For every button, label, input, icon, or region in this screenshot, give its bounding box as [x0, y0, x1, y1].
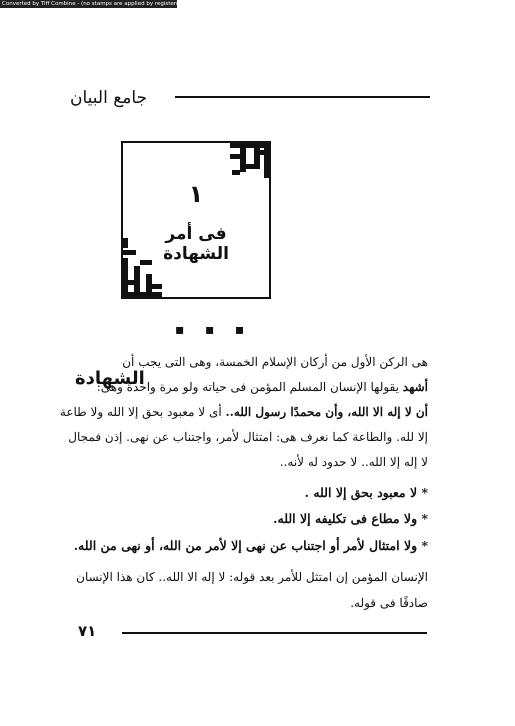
bullet-item: * ولا مطاع فى تكليفه إلا الله.	[273, 511, 428, 526]
running-header-title: جامع البيان	[70, 88, 148, 108]
intro-line-3-text: أى لا معبود بحق إلا الله ولا طاعة	[59, 405, 222, 419]
bullet-item: * لا معبود بحق إلا الله .	[304, 485, 428, 500]
section-dots: ▪ ▪ ▪	[175, 322, 253, 338]
intro-line-5: لا إله إلا الله.. لا حدود له لأنه..	[279, 455, 428, 469]
header-rule	[175, 96, 430, 98]
chapter-title: فى أمر الشهادة	[163, 224, 229, 264]
defined-term: الشهادة	[75, 368, 145, 389]
closing-line-1: الإنسان المؤمن إن امتثل للأمر بعد قوله: لا إله الا الله.. كان هذا الإنسان	[76, 570, 428, 584]
intro-line-3	[60, 405, 428, 419]
intro-line-2-text: يقولها الإنسان المسلم المؤمن فى حياته ولو مرة واحدة وهى:	[96, 380, 399, 394]
intro-line-2	[97, 380, 428, 394]
intro-line-3-emphasis: أن لا إله الا الله، وأن محمدًا رسول الله..	[225, 405, 428, 419]
chapter-heading-box	[120, 140, 272, 300]
intro-line-2-emphasis: أشهد	[402, 380, 428, 394]
page-number: ٧١	[78, 622, 97, 640]
converter-banner: Converted by Tiff Combine - (no stamps are applied by registered version)	[2, 1, 207, 7]
chapter-number: ١	[188, 180, 204, 208]
geometric-frame-ornament	[120, 140, 272, 300]
intro-line-4: إلا لله. والطاعة كما نعرف هى: امتثال لأمر، واجتناب عن نهى. إذن فمجال	[68, 430, 428, 444]
intro-line-1: هى الركن الأول من أركان الإسلام الخمسة، وهى التى يجب أن	[122, 355, 428, 369]
footer-rule	[122, 632, 427, 634]
bullet-item: * ولا امتثال لأمر أو اجتناب عن نهى إلا لأمر من الله، أو نهى من الله.	[73, 538, 428, 553]
closing-line-2: صادقًا فى قوله.	[350, 596, 428, 610]
